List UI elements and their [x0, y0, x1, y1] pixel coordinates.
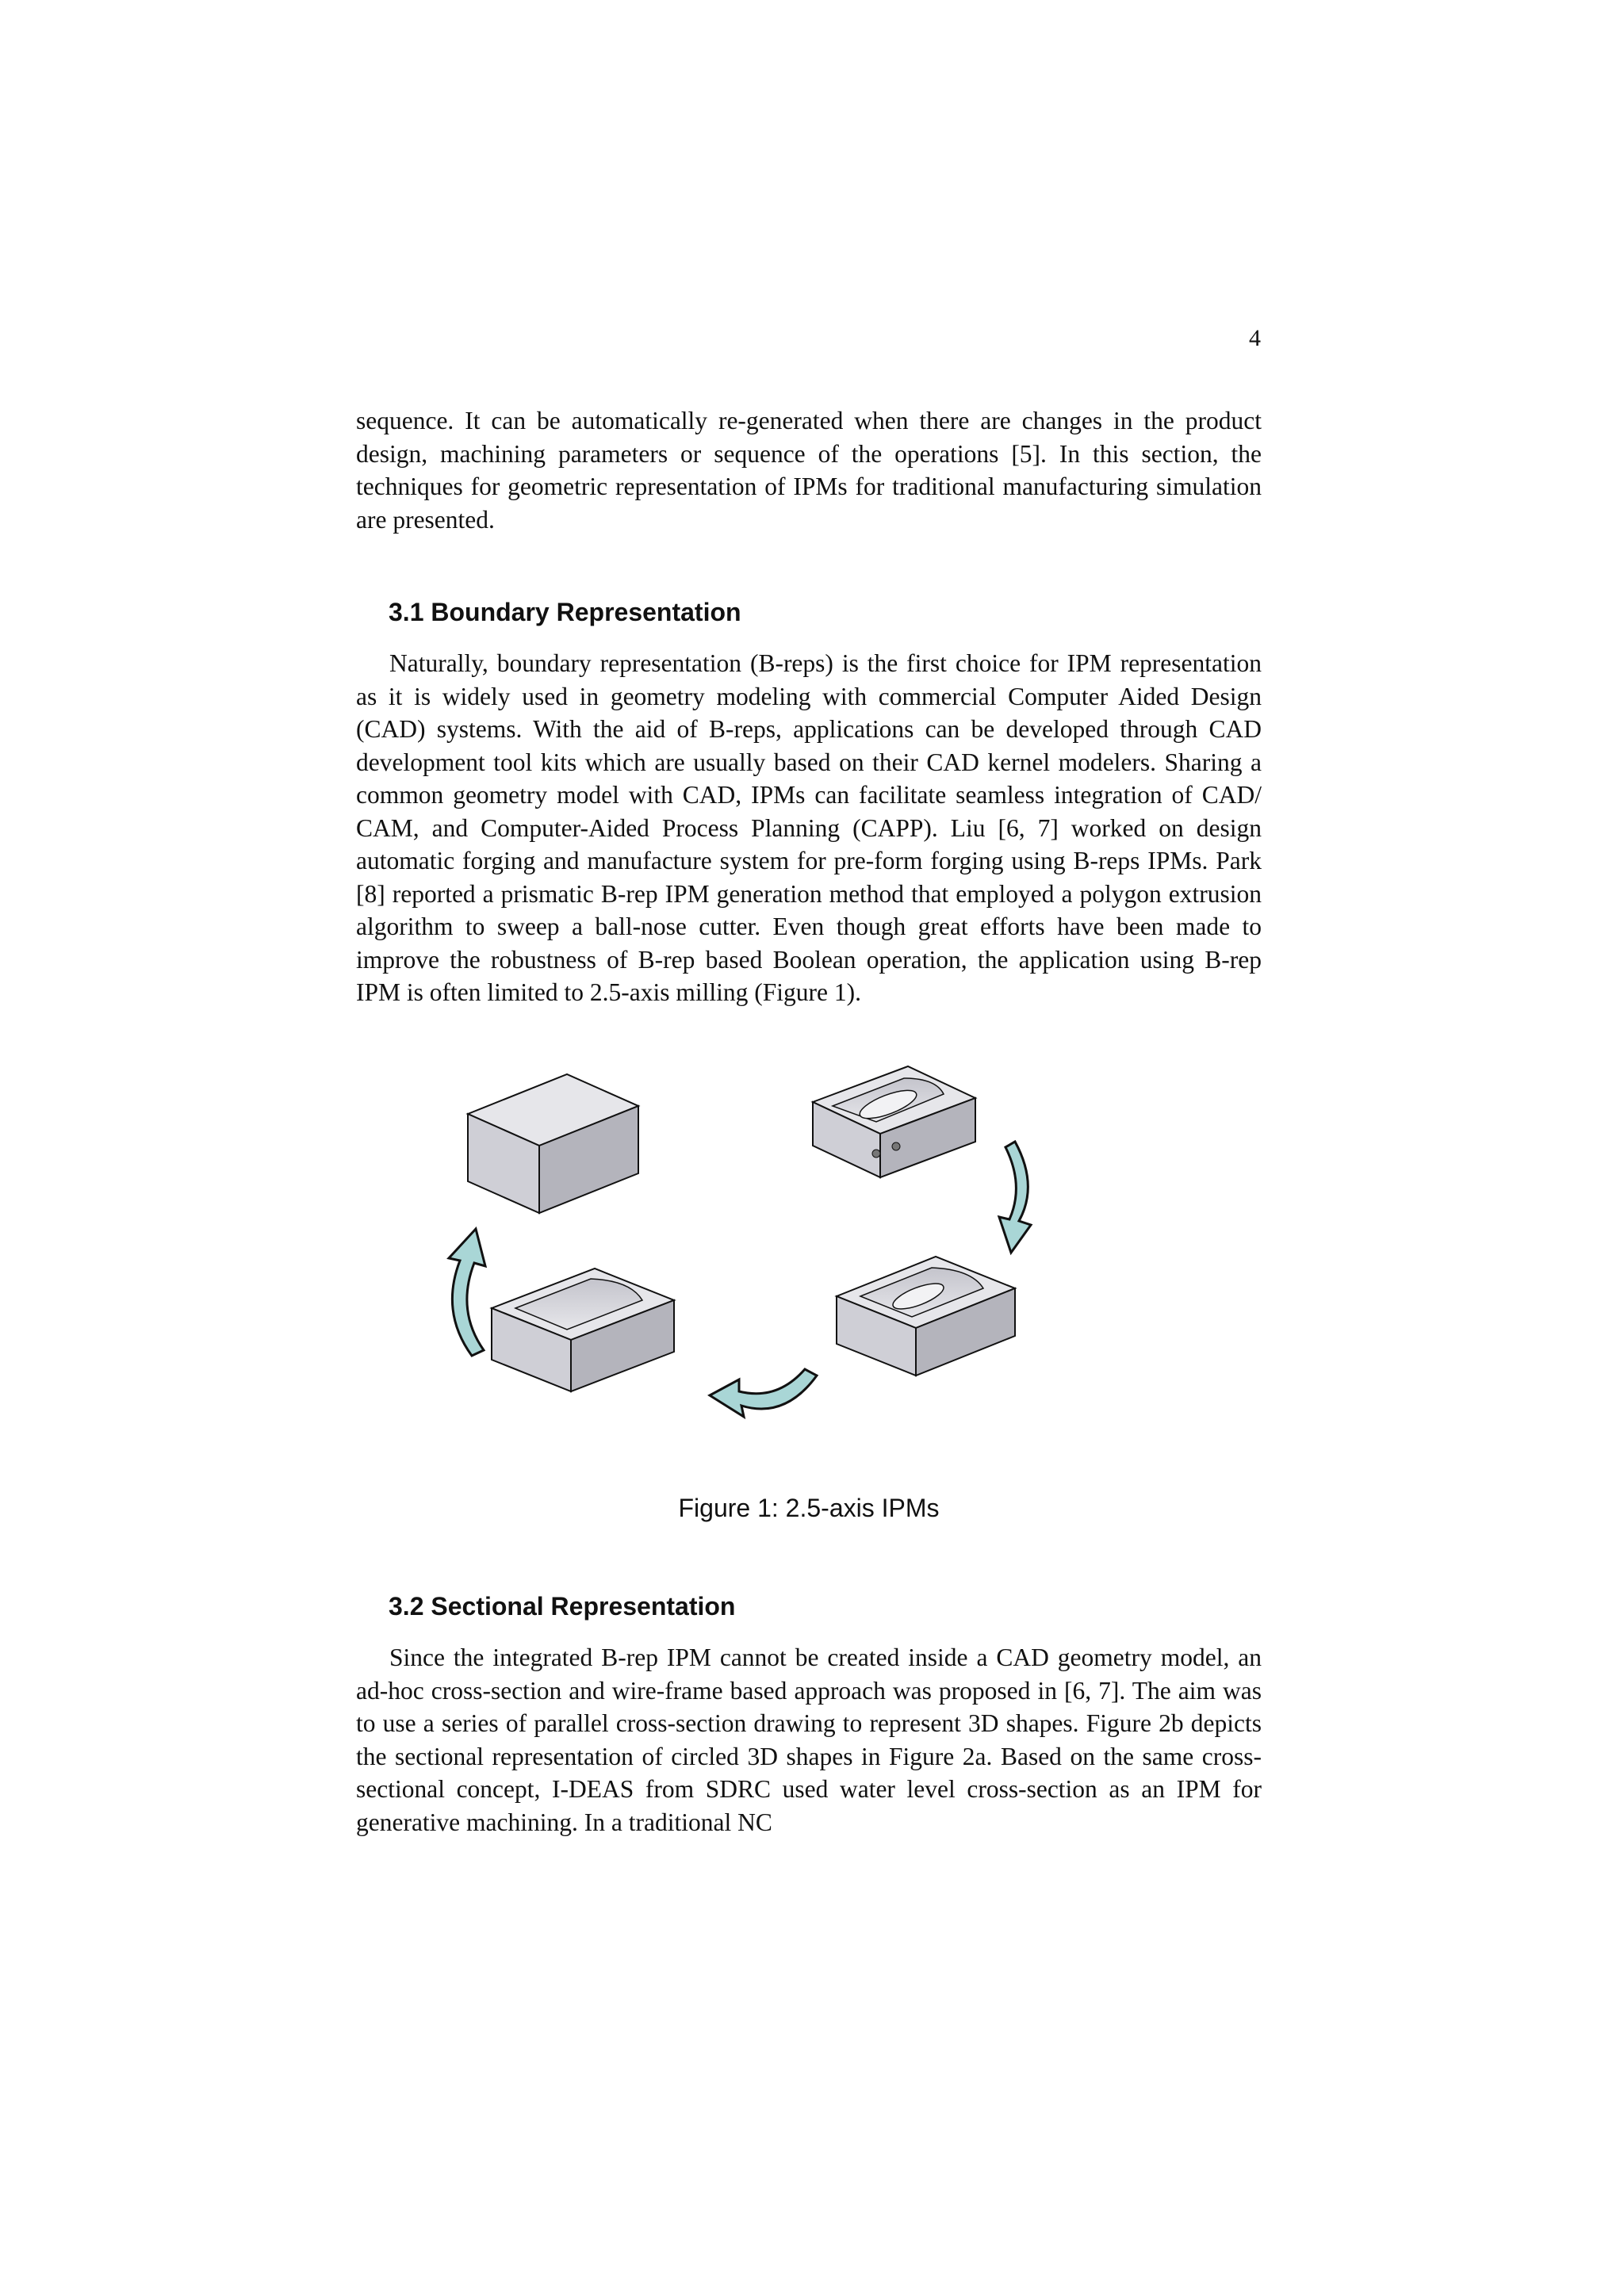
section-3-1-paragraph: Naturally, boundary representation (B-reps) is the first choice for IPM representation as it is widely used in geometry modeling with commercial Computer Aided Design (CAD) systems. With the aid of B-reps, applications can be developed through CAD development tool kits which are usually based on their CAD kernel modelers. Sharing a common geometry model with CAD, IPMs can facilitate seamless integration of CAD/ CAM, and Computer-Aided Process Planning (CAPP). Liu [6, 7] worked on design automatic forging and manufacture system for pre-form forging using B-reps IPMs. Park [8] reported a prismatic B-rep IPM generation method that employed a polygon extrusion algorithm to sweep a ball-nose cutter. Even though great efforts have been made to improve the robustness of B-rep based Boolean operation, the application using B-rep IPM is often limited to 2.5-axis milling (Figure 1).	[356, 649, 1262, 1006]
page-number: 4	[1249, 325, 1261, 351]
figure-1-caption: Figure 1: 2.5-axis IPMs	[678, 1494, 940, 1522]
raw-stock-block	[468, 1074, 638, 1213]
figure-1-ipm-diagram	[428, 1058, 1063, 1439]
pocket-and-slot-block	[837, 1257, 1015, 1376]
section-3-2-paragraph: Since the integrated B-rep IPM cannot be created inside a CAD geometry model, an ad-hoc cross-section and wire-frame based approach was proposed in [6, 7]. The aim was to use a series of parallel cross-section drawing to represent 3D shapes. Figure 2b depicts the sectional representation of circled 3D shapes in Figure 2a. Based on the same cross-sectional concept, I-DEAS from SDRC used water level cross-section as an IPM for generative machining. In a traditional NC	[356, 1644, 1262, 1836]
cycle-arrow-bottom-icon	[710, 1369, 817, 1417]
finished-part-block	[813, 1066, 975, 1177]
cycle-arrow-left-icon	[449, 1229, 485, 1356]
intro-paragraph: sequence. It can be automatically re-generated when there are changes in the product design, machining parameters or sequence of the operations [5]. In this section, the techniques for geometric representation of IPMs for traditional manufacturing simulation are presented.	[356, 407, 1262, 534]
section-3-2-heading: 3.2 Sectional Representation	[389, 1592, 736, 1621]
pocketed-block	[492, 1269, 674, 1391]
cycle-arrow-right-icon	[999, 1142, 1031, 1253]
section-3-1-heading: 3.1 Boundary Representation	[389, 598, 741, 626]
